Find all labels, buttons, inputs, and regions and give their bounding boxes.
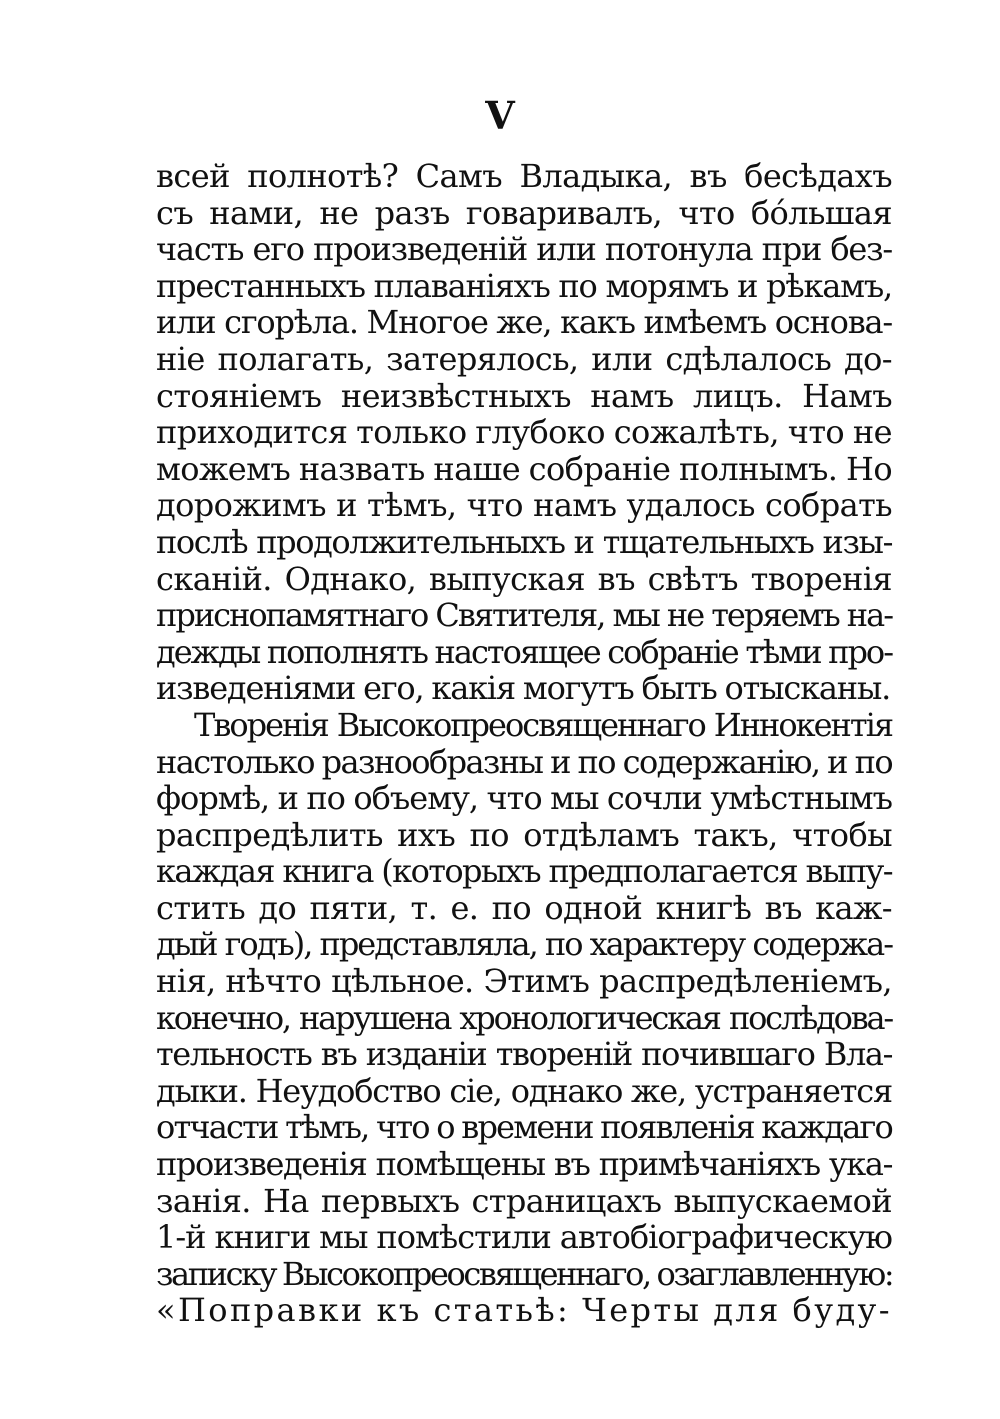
text-line: «Поправки къ статьѣ: Черты для буду- [156,1291,892,1330]
page-number: V [485,93,515,138]
text-line: можемъ назвать наше собраніе полнымъ. Но [156,449,892,488]
text-line: отчасти тѣмъ, что о времени появленія каждаго [156,1108,892,1147]
text-line: съ нами, не разъ говаривалъ, что бóльшая [156,193,892,232]
text-line: престанныхъ плаваніяхъ по морямъ и рѣкамъ, [156,266,892,305]
text-line: каждая книга (которыхъ предполагается выпу- [156,852,892,891]
text-line: дежды пополнять настоящее собраніе тѣми про- [156,632,892,671]
text-line: всей полнотѣ? Самъ Владыка, въ бесѣдахъ [156,157,892,195]
text-line: ніе полагать, затерялось, или сдѣлалось до- [156,339,892,378]
body-text [156,158,892,1329]
text-line: часть его произведеній или потонула при без- [156,230,892,269]
text-line: дыки. Неудобство сіе, однако же, устраняется [156,1071,892,1110]
text-line: послѣ продолжительныхъ и тщательныхъ изы- [156,522,892,561]
text-line: записку Высокопреосвященнаго, озаглавленную: [156,1254,893,1293]
text-line: или сгорѣла. Многое же, какъ имѣемъ основа- [156,303,892,342]
text-line: дорожимъ и тѣмъ, что намъ удалось собрать [156,486,892,525]
text-line: сканій. Однако, выпуская въ свѣтъ творенія [156,559,892,598]
text-line: стить до пяти, т. е. по одной книгѣ въ каж- [156,888,892,927]
text-line: приходится только глубоко сожалѣть, что не [156,413,892,452]
text-line: тельность въ изданіи твореній почившаго Вла- [156,1035,892,1074]
text-line: распредѣлить ихъ по отдѣламъ такъ, чтобы [156,815,892,854]
text-line: дый годъ), представляла, по характеру содержа- [156,925,892,964]
paragraph-start-line: Творенія Высокопреосвященнаго Иннокентія [194,705,892,744]
text-line: настолько разнообразны и по содержанію, и по [156,742,892,781]
text-line: приснопамятнаго Святителя, мы не теряемъ на- [156,596,892,635]
text-line: нія, нѣчто цѣльное. Этимъ распредѣленіемъ, [156,962,892,1001]
paragraph-end-line: изведеніями его, какія могутъ быть отысканы. [156,669,891,708]
text-line: произведенія помѣщены въ примѣчаніяхъ ука- [156,1145,892,1184]
text-line: конечно, нарушена хронологическая послѣдова- [156,998,892,1037]
text-line: 1-й книги мы помѣстили автобіографическую [156,1218,892,1257]
text-line: стояніемъ неизвѣстныхъ намъ лицъ. Намъ [156,376,892,415]
text-line: занія. На первыхъ страницахъ выпускаемой [156,1181,892,1220]
text-line: формѣ, и по объему, что мы сочли умѣстнымъ [156,779,892,818]
